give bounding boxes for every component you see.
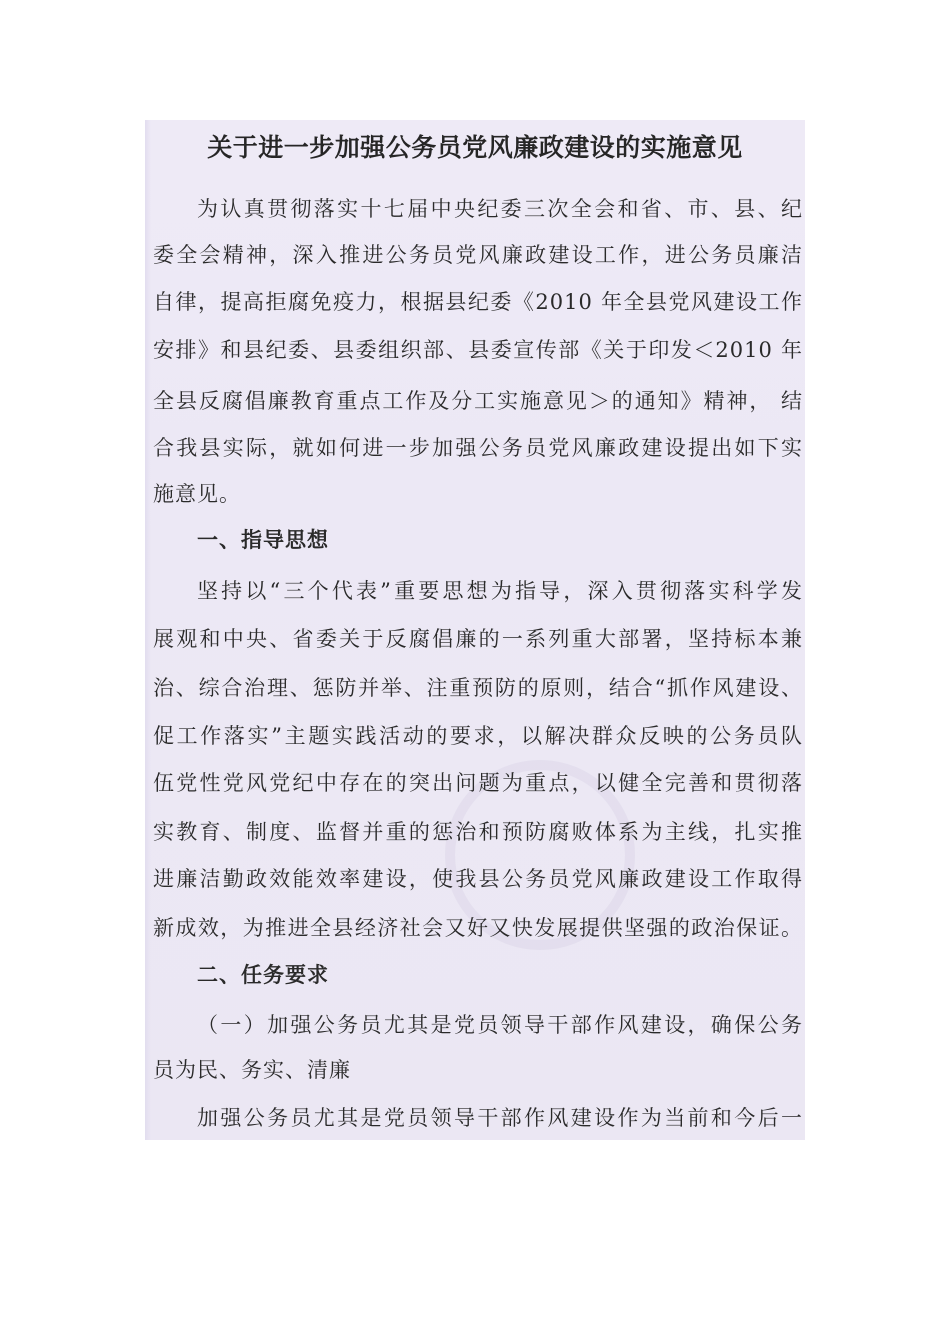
body-line: 治、综合治理、惩防并举、注重预防的原则，结合“抓作风建设、 bbox=[153, 676, 803, 700]
body-line: 委全会精神，深入推进公务员党风廉政建设工作，进公务员廉洁 bbox=[153, 243, 803, 267]
body-line: 安排》和县纪委、县委组织部、县委宣传部《关于印发＜2010 年 bbox=[153, 338, 803, 362]
body-line: 实教育、制度、监督并重的惩治和预防腐败体系为主线，扎实推 bbox=[153, 820, 803, 844]
body-line: 自律，提高拒腐免疫力，根据县纪委《2010 年全县党风建设工作 bbox=[153, 290, 803, 314]
body-line: 促工作落实”主题实践活动的要求，以解决群众反映的公务员队 bbox=[153, 724, 803, 748]
body-line: 新成效，为推进全县经济社会又好又快发展提供坚强的政治保证。 bbox=[153, 916, 803, 940]
subsection-heading: （一）加强公务员尤其是党员领导干部作风建设，确保公务 bbox=[197, 1013, 803, 1037]
scanned-page bbox=[145, 120, 805, 1140]
body-line: 进廉洁勤政效能效率建设，使我县公务员党风廉政建设工作取得 bbox=[153, 867, 803, 891]
body-line: 坚持以“三个代表”重要思想为指导，深入贯彻落实科学发 bbox=[197, 579, 803, 603]
body-line: 施意见。 bbox=[153, 482, 241, 506]
section-heading-task-requirements: 二、任务要求 bbox=[197, 962, 329, 987]
body-line: 加强公务员尤其是党员领导干部作风建设作为当前和今后一 bbox=[197, 1106, 803, 1130]
body-line: 合我县实际，就如何进一步加强公务员党风廉政建设提出如下实 bbox=[153, 436, 803, 460]
body-line: 为认真贯彻落实十七届中央纪委三次全会和省、市、县、纪 bbox=[197, 197, 803, 221]
document-title: 关于进一步加强公务员党风廉政建设的实施意见 bbox=[207, 133, 743, 162]
body-line: 全县反腐倡廉教育重点工作及分工实施意见＞的通知》精神， 结 bbox=[153, 389, 803, 413]
page-edge-shadow bbox=[145, 120, 151, 1140]
body-line: 展观和中央、省委关于反腐倡廉的一系列重大部署，坚持标本兼 bbox=[153, 627, 803, 651]
section-heading-guiding-ideology: 一、指导思想 bbox=[197, 527, 329, 552]
body-line: 伍党性党风党纪中存在的突出问题为重点，以健全完善和贯彻落 bbox=[153, 771, 803, 795]
subsection-heading-continued: 员为民、务实、清廉 bbox=[153, 1058, 351, 1082]
